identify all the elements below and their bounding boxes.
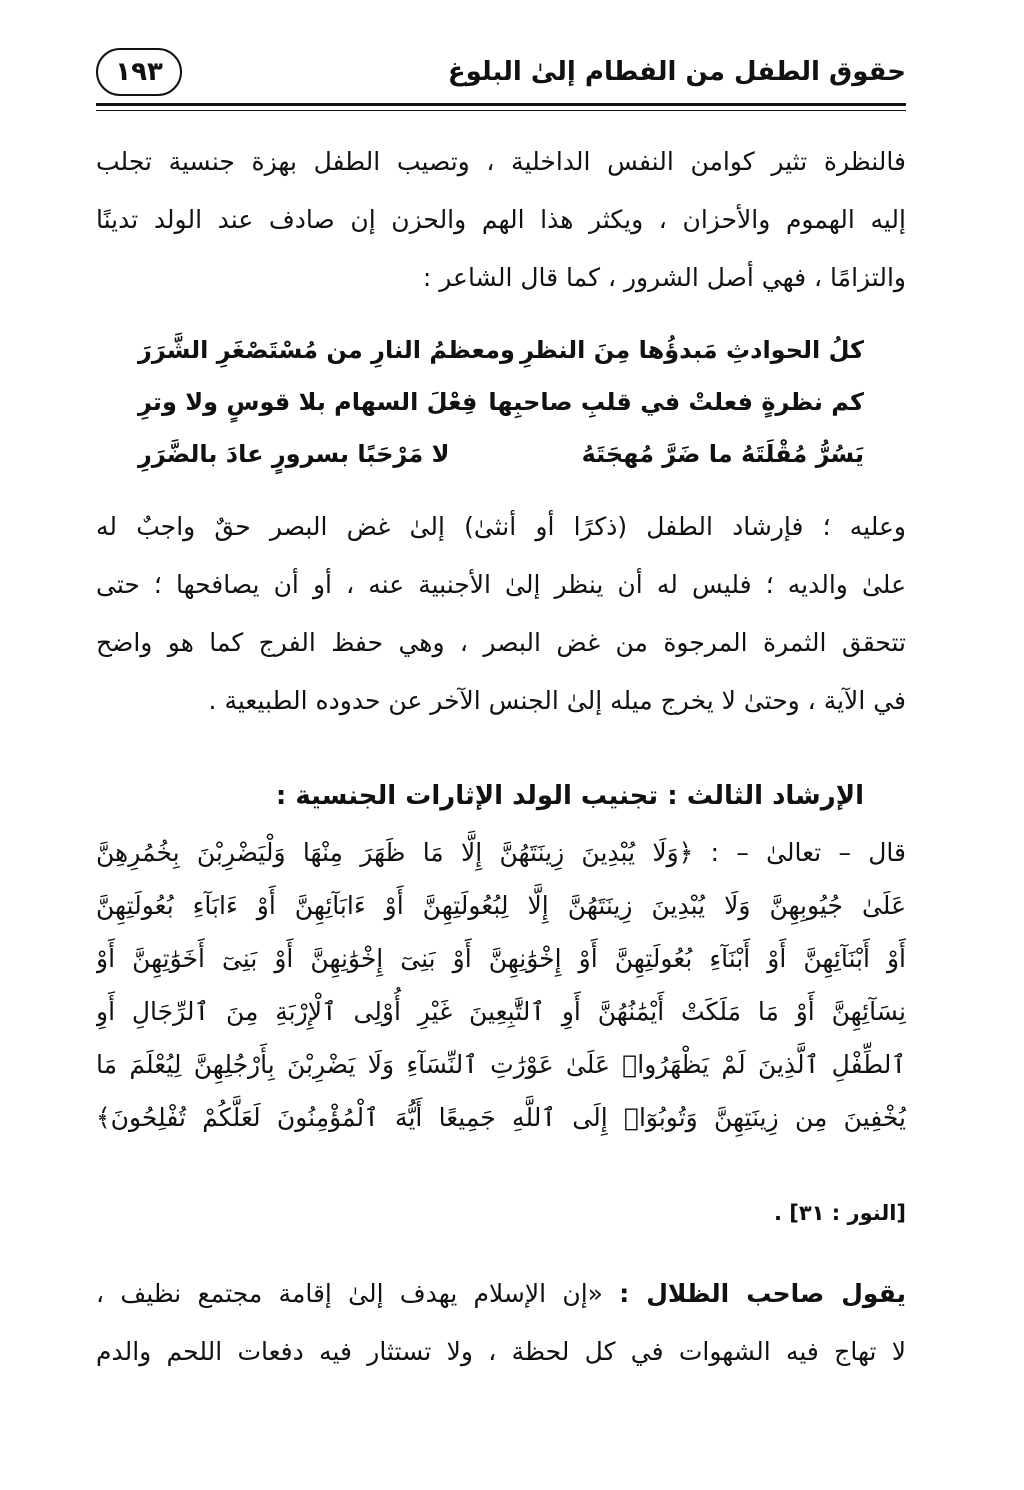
paragraph-line: في الآية ، وحتىٰ لا يخرج ميله إلىٰ الجنس الآخر عن حدوده الطبيعية . [208,686,906,715]
section-heading: الإرشاد الثالث : تجنيب الولد الإثارات الجنسية : [275,781,864,811]
header-rule [96,103,906,106]
verse-reference: [النور : ٣١] . [773,1201,906,1225]
poem-verse [138,324,864,376]
paragraph-line: والتزامًا ، فهي أصل الشرور ، كما قال الشاعر : [422,263,906,292]
poem-verse [138,428,864,480]
quran-line: يُخْفِينَ مِن زِينَتِهِنَّ وَتُوبُوٓا۟ إِلَى ٱللَّهِ جَمِيعًا أَيُّهَ ٱلْمُؤْمِنُونَ لَعَلَّكُمْ تُفْلِحُونَ﴾ [96,1103,906,1132]
quran-line: أَوْ أَبْنَآئِهِنَّ أَوْ أَبْنَآءِ بُعُولَتِهِنَّ أَوْ إِخْوَٰنِهِنَّ أَوْ بَنِىٓ إِخْوَٰنِهِنَّ أَوْ بَنِىٓ أَخَوَٰتِهِنَّ أَوْ [96,944,906,973]
quote-speaker: يقول صاحب الظلال : [619,1279,906,1308]
quote-opening: «إن الإسلام يهدف إلىٰ إقامة مجتمع نظيف ، [96,1279,620,1308]
paragraph-line: لا تهاج فيه الشهوات في كل لحظة ، ولا تستثار فيه دفعات اللحم والدم [96,1337,906,1366]
verse-second-hemistich: لا مَرْحَبًا بسرورٍ عادَ بالضَّرَرِ [138,440,450,468]
verse-first-hemistich: كلُ الحوادثِ مَبدؤُها مِنَ النظرِ [520,336,864,364]
header-rule-thin [96,110,906,111]
paragraph-line: فالنظرة تثير كوامن النفس الداخلية ، وتصيب الطفل بهزة جنسية تجلب [96,147,906,176]
verse-second-hemistich: فِعْلَ السهام بلا قوسٍ ولا وترِ [138,388,478,416]
poem [138,324,864,480]
quran-line: ٱلطِّفْلِ ٱلَّذِينَ لَمْ يَظْهَرُوا۟ عَلَىٰ عَوْرَٰتِ ٱلنِّسَآءِ وَلَا يَضْرِبْنَ بِأَرْجُلِهِنَّ لِيُعْلَمَ مَا [96,1050,906,1079]
verse-first-hemistich: كم نظرةٍ فعلتْ في قلبِ صاحبِها [488,388,864,416]
running-header-title: حقوق الطفل من الفطام إلىٰ البلوغ [447,57,906,87]
quote-paragraph [96,1265,906,1381]
paragraph-line: علىٰ والديه ؛ فليس له أن ينظر إلىٰ الأجنبية عنه ، أو أن يصافحها ؛ حتى [96,570,906,599]
verse-first-hemistich: يَسُرُّ مُقْلَتَهُ ما ضَرَّ مُهجَتَهُ [581,440,864,468]
paragraph-line: وعليه ؛ فإرشاد الطفل (ذكرًا أو أنثىٰ) إلىٰ غض البصر حقٌ واجبٌ له [96,512,906,541]
guidance-paragraph [96,498,906,730]
verse-second-hemistich: ومعظمُ النارِ من مُسْتَصْغَرِ الشَّرَرَ [138,336,515,364]
quran-line: نِسَآئِهِنَّ أَوْ مَا مَلَكَتْ أَيْمَٰنُهُنَّ أَوِ ٱلتَّٰبِعِينَ غَيْرِ أُوْلِى ٱلْإِرْبَةِ مِنَ ٱلرِّجَالِ أَوِ [96,997,906,1026]
paragraph-line [96,1265,906,1323]
poem-verse [138,376,864,428]
quran-passage [96,826,906,1144]
intro-paragraph [96,133,906,307]
paragraph-line: تتحقق الثمرة المرجوة من غض البصر ، وهي حفظ الفرج كما هو واضح [96,628,906,657]
quran-line: قال – تعالىٰ – : ﴿وَلَا يُبْدِينَ زِينَتَهُنَّ إِلَّا مَا ظَهَرَ مِنْهَا وَلْيَضْرِبْنَ بِخُمُرِهِنَّ [96,838,906,867]
quran-line: عَلَىٰ جُيُوبِهِنَّ وَلَا يُبْدِينَ زِينَتَهُنَّ إِلَّا لِبُعُولَتِهِنَّ أَوْ ءَابَآئِهِنَّ أَوْ ءَابَآءِ بُعُولَتِهِنَّ [96,891,906,920]
page-number-badge: ١٩٣ [96,48,182,96]
paragraph-line: إليه الهموم والأحزان ، ويكثر هذا الهم والحزن إن صادف عند الولد تدينًا [96,205,906,234]
